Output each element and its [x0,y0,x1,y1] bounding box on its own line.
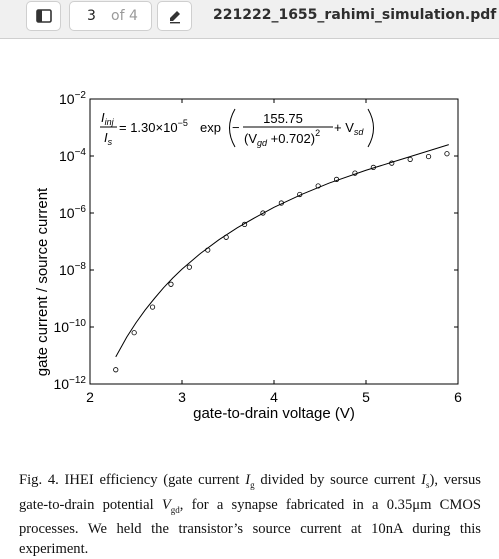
figure-chart [0,39,499,434]
caption-subscript: s [425,479,430,490]
page-number-field[interactable] [69,1,152,31]
x-tick-labels [86,389,462,405]
formula-lhs-numerator: $I_{inj}$ [101,110,114,127]
y-tick-label: $10^{-2}$ [59,90,86,107]
y-tick-label: $10^{-6}$ [59,204,86,221]
caption-text: , for a synapse fabricated in a 0.35μm CMOS processes. We held the transistor’s source current at 10nA during this experiment. [19,496,481,557]
caption-text: divided by source current [254,472,422,488]
data-point [150,305,154,309]
data-point [132,331,136,335]
data-point [187,265,191,269]
pdf-page [0,39,499,557]
x-tick-label: 4 [270,389,278,405]
pen-icon [167,8,183,24]
y-tick-label: $10^{-4}$ [59,147,86,164]
y-axis-label: gate current / source current [34,187,51,377]
data-point [114,368,118,372]
x-tick-label: 3 [178,389,186,405]
chart-series [114,145,450,372]
caption-symbol: I [421,472,426,488]
x-tick-label: 6 [454,389,462,405]
y-tick-label: $10^{-8}$ [59,261,86,278]
figure-caption [19,471,481,559]
document-title: 221222_1655_rahimi_simulation.pdf [213,7,497,23]
formula-minus: − [232,120,240,135]
formula-right-paren [368,109,374,147]
y-tick-label: $10^{-12}$ [53,375,86,392]
formula-exp-word: exp [200,120,221,135]
x-tick-label: 5 [362,389,370,405]
data-point [445,152,449,156]
formula-lhs-denominator: $I_s$ [104,130,113,147]
caption-symbol: V [161,496,171,513]
formula-fraction-numerator: 155.75 [263,111,303,126]
formula-fraction-denominator: $(V_{gd} +0.702)^2$ [244,128,321,148]
caption-subscript: g [250,479,255,490]
fit-curve [116,145,449,357]
y-tick-labels [53,90,86,392]
y-tick-label: $10^{-10}$ [53,318,86,335]
caption-subscript: gd [170,504,180,515]
data-point [169,282,173,286]
data-point [426,154,430,158]
annotate-button[interactable] [157,1,192,31]
formula-annotation [100,109,374,148]
current-page-input[interactable]: 3 [87,8,96,24]
pdf-toolbar [0,0,499,39]
caption-symbol: I [245,472,251,488]
x-tick-label: 2 [86,389,94,405]
caption-text: ), versus gate-to-drain potential [19,472,481,513]
caption-text: Fig. 4. IHEI efficiency (gate current [19,472,246,488]
x-axis-label: gate-to-drain voltage (V) [193,405,355,422]
sidebar-toggle-icon [36,9,52,23]
sidebar-toggle-button[interactable] [26,1,61,31]
page-count-label: of 4 [111,8,138,24]
data-point [408,157,412,161]
formula-coefficient: = $1.30\times 10^{-5}$ [119,118,188,135]
formula-plus-vsd: + $V_{sd}$ [334,120,364,137]
